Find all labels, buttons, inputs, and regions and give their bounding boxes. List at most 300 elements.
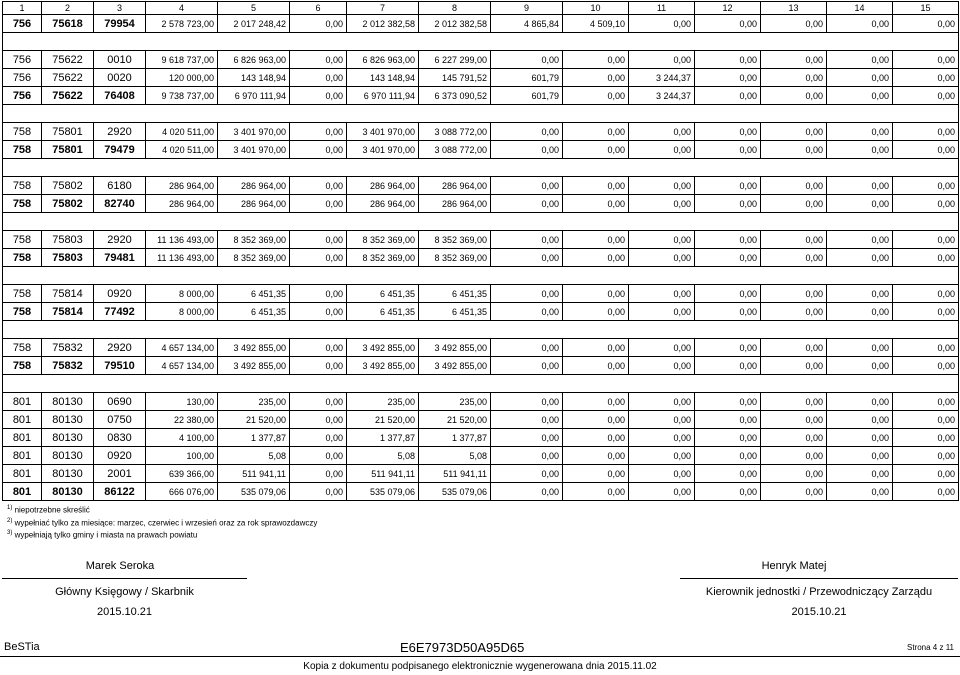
table-cell: 0,00 [563, 141, 629, 159]
right-signature-date: 2015.10.21 [791, 606, 847, 618]
table-cell: 0,00 [761, 69, 827, 87]
table-cell: 0,00 [761, 447, 827, 465]
table-cell: 0,00 [893, 249, 959, 267]
table-cell: 4 020 511,00 [146, 123, 218, 141]
footnote-mark: 3) [7, 530, 13, 537]
footnote-text: niepotrzebne skreślić [14, 505, 90, 515]
table-cell: 511 941,11 [347, 465, 419, 483]
table-cell: 0,00 [629, 483, 695, 501]
table-cell: 758 [3, 285, 42, 303]
table-cell: 75622 [42, 51, 94, 69]
table-cell: 0,00 [629, 339, 695, 357]
table-cell: 0,00 [290, 285, 347, 303]
document-code: E6E7973D50A95D65 [400, 640, 525, 655]
table-cell: 0,00 [629, 123, 695, 141]
table-cell: 0,00 [827, 51, 893, 69]
table-cell: 0,00 [491, 411, 563, 429]
spacer-cell [3, 33, 959, 51]
table-cell: 0,00 [491, 339, 563, 357]
table-cell: 0,00 [491, 429, 563, 447]
table-cell: 0,00 [761, 339, 827, 357]
table-cell: 0,00 [563, 285, 629, 303]
table-cell: 0,00 [629, 465, 695, 483]
table-row-total [3, 303, 959, 321]
left-signer-role: Główny Księgowy / Skarbnik [55, 586, 194, 598]
right-signer-role: Kierownik jednostki / Przewodniczący Zarządu [705, 586, 933, 598]
table-cell: 0,00 [563, 393, 629, 411]
table-cell: 6 451,35 [419, 285, 491, 303]
table-cell: 0,00 [629, 231, 695, 249]
right-signer-name: Henryk Matej [761, 560, 827, 572]
table-cell: 9 738 737,00 [146, 87, 218, 105]
table-cell: 6 451,35 [419, 303, 491, 321]
table-cell: 0,00 [761, 123, 827, 141]
table-cell: 0,00 [563, 483, 629, 501]
table-cell: 0,00 [290, 465, 347, 483]
table-cell: 0,00 [827, 141, 893, 159]
table-row [3, 393, 959, 411]
table-cell: 286 964,00 [218, 177, 290, 195]
table-cell: 0,00 [761, 249, 827, 267]
table-cell: 0,00 [827, 15, 893, 33]
table-cell: 0,00 [563, 429, 629, 447]
table-cell: 8 352 369,00 [218, 249, 290, 267]
table-cell: 0,00 [761, 15, 827, 33]
table-cell: 0,00 [563, 177, 629, 195]
table-row [3, 51, 959, 69]
table-cell: 0,00 [761, 195, 827, 213]
table-cell: 0,00 [761, 393, 827, 411]
column-number: 7 [347, 2, 419, 15]
table-cell: 0,00 [290, 123, 347, 141]
column-number: 5 [218, 2, 290, 15]
table-cell: 0,00 [290, 357, 347, 375]
table-cell: 0,00 [893, 393, 959, 411]
table-cell: 0,00 [629, 357, 695, 375]
table-cell: 0,00 [893, 69, 959, 87]
table-cell: 0,00 [629, 177, 695, 195]
table-cell: 0,00 [491, 231, 563, 249]
table-cell: 143 148,94 [218, 69, 290, 87]
table-cell: 3 492 855,00 [347, 357, 419, 375]
table-cell: 130,00 [146, 393, 218, 411]
table-cell: 0,00 [290, 249, 347, 267]
table-cell: 0,00 [893, 303, 959, 321]
table-cell: 0,00 [290, 51, 347, 69]
table-cell: 235,00 [218, 393, 290, 411]
table-cell: 0,00 [629, 447, 695, 465]
table-cell: 0,00 [491, 357, 563, 375]
column-number: 10 [563, 2, 629, 15]
table-cell: 286 964,00 [347, 195, 419, 213]
table-cell: 601,79 [491, 69, 563, 87]
table-cell: 6 227 299,00 [419, 51, 491, 69]
column-number-row [3, 2, 959, 15]
table-cell: 11 136 493,00 [146, 231, 218, 249]
table-cell: 0,00 [491, 465, 563, 483]
table-cell: 0,00 [563, 231, 629, 249]
table-cell: 75618 [42, 15, 94, 33]
table-cell: 0,00 [491, 51, 563, 69]
table-cell: 11 136 493,00 [146, 249, 218, 267]
table-row [3, 177, 959, 195]
table-cell: 4 020 511,00 [146, 141, 218, 159]
table-cell: 0,00 [629, 51, 695, 69]
footnote-text: wypełniają tylko gminy i miasta na prawach powiatu [14, 530, 198, 540]
table-cell: 0,00 [491, 303, 563, 321]
table-cell: 0,00 [491, 249, 563, 267]
table-cell: 0,00 [695, 15, 761, 33]
table-row [3, 123, 959, 141]
table-cell: 0690 [94, 393, 146, 411]
table-cell: 3 401 970,00 [347, 141, 419, 159]
table-cell: 1 377,87 [218, 429, 290, 447]
group-spacer-row [3, 159, 959, 177]
table-cell: 0,00 [695, 285, 761, 303]
table-cell: 0,00 [290, 303, 347, 321]
table-cell: 511 941,11 [419, 465, 491, 483]
table-cell: 0,00 [827, 285, 893, 303]
table-cell: 0,00 [629, 141, 695, 159]
table-cell: 601,79 [491, 87, 563, 105]
table-cell: 0830 [94, 429, 146, 447]
table-cell: 0,00 [893, 123, 959, 141]
table-row [3, 447, 959, 465]
table-cell: 3 401 970,00 [218, 141, 290, 159]
group-spacer-row [3, 321, 959, 339]
table-cell: 0,00 [893, 15, 959, 33]
table-cell: 0,00 [827, 483, 893, 501]
table-cell: 80130 [42, 483, 94, 501]
table-cell: 0,00 [629, 285, 695, 303]
left-signature-date: 2015.10.21 [96, 606, 153, 618]
table-cell: 0,00 [491, 195, 563, 213]
table-cell: 0,00 [563, 249, 629, 267]
table-cell: 801 [3, 393, 42, 411]
table-cell: 75802 [42, 195, 94, 213]
table-cell: 0,00 [827, 429, 893, 447]
table-cell: 756 [3, 69, 42, 87]
table-cell: 0,00 [563, 123, 629, 141]
table-cell: 80130 [42, 447, 94, 465]
table-cell: 6 826 963,00 [218, 51, 290, 69]
table-row-total [3, 141, 959, 159]
table-cell: 0,00 [893, 447, 959, 465]
table-cell: 9 618 737,00 [146, 51, 218, 69]
table-cell: 0,00 [893, 465, 959, 483]
table-cell: 235,00 [419, 393, 491, 411]
table-cell: 0,00 [827, 123, 893, 141]
table-cell: 75803 [42, 231, 94, 249]
table-cell: 21 520,00 [419, 411, 491, 429]
table-cell: 4 657 134,00 [146, 339, 218, 357]
table-cell: 0,00 [290, 231, 347, 249]
table-cell: 758 [3, 177, 42, 195]
column-number: 13 [761, 2, 827, 15]
table-cell: 0,00 [827, 465, 893, 483]
table-cell: 3 492 855,00 [419, 357, 491, 375]
table-cell: 0,00 [761, 303, 827, 321]
table-cell: 0,00 [827, 357, 893, 375]
column-number: 11 [629, 2, 695, 15]
left-signer-name: Marek Seroka [85, 560, 155, 572]
group-spacer-row [3, 267, 959, 285]
column-number: 9 [491, 2, 563, 15]
table-cell: 0,00 [290, 141, 347, 159]
table-cell: 0,00 [827, 249, 893, 267]
table-cell: 286 964,00 [419, 177, 491, 195]
table-cell: 2 017 248,42 [218, 15, 290, 33]
table-cell: 6 451,35 [347, 285, 419, 303]
table-cell: 6 451,35 [347, 303, 419, 321]
table-cell: 2 012 382,58 [419, 15, 491, 33]
table-cell: 6 451,35 [218, 303, 290, 321]
table-cell: 75803 [42, 249, 94, 267]
table-cell: 0,00 [893, 429, 959, 447]
table-cell: 0,00 [629, 195, 695, 213]
table-cell: 0,00 [827, 69, 893, 87]
table-cell: 758 [3, 339, 42, 357]
table-cell: 0,00 [629, 249, 695, 267]
table-cell: 5,08 [347, 447, 419, 465]
table-cell: 0,00 [761, 285, 827, 303]
table-cell: 80130 [42, 429, 94, 447]
table-cell: 75802 [42, 177, 94, 195]
table-cell: 286 964,00 [146, 177, 218, 195]
table-cell: 758 [3, 303, 42, 321]
table-row-total [3, 357, 959, 375]
table-cell: 0,00 [893, 339, 959, 357]
table-cell: 666 076,00 [146, 483, 218, 501]
table-cell: 6 970 111,94 [218, 87, 290, 105]
table-body [3, 2, 959, 501]
table-cell: 2920 [94, 231, 146, 249]
column-number: 3 [94, 2, 146, 15]
column-number: 8 [419, 2, 491, 15]
table-cell: 0,00 [695, 249, 761, 267]
group-spacer-row [3, 375, 959, 393]
table-cell: 0,00 [290, 69, 347, 87]
table-cell: 235,00 [347, 393, 419, 411]
table-cell: 0,00 [827, 411, 893, 429]
table-cell: 8 352 369,00 [347, 231, 419, 249]
table-cell: 76408 [94, 87, 146, 105]
table-cell: 0,00 [761, 357, 827, 375]
table-cell: 75814 [42, 303, 94, 321]
table-cell: 0,00 [695, 69, 761, 87]
electronic-copy-note: Kopia z dokumentu podpisanego elektronicznie wygenerowana dnia 2015.11.02 [303, 661, 657, 672]
spacer-cell [3, 105, 959, 123]
table-cell: 0,00 [893, 483, 959, 501]
table-cell: 0,00 [491, 141, 563, 159]
table-cell: 756 [3, 51, 42, 69]
spacer-cell [3, 267, 959, 285]
table-cell: 0,00 [893, 231, 959, 249]
table-row [3, 411, 959, 429]
table-cell: 0,00 [761, 231, 827, 249]
table-cell: 0,00 [827, 87, 893, 105]
table-row-total [3, 15, 959, 33]
table-cell: 0,00 [563, 303, 629, 321]
table-cell: 3 492 855,00 [218, 357, 290, 375]
table-cell: 0,00 [695, 303, 761, 321]
table-cell: 0,00 [827, 393, 893, 411]
table-cell: 0,00 [563, 465, 629, 483]
table-row [3, 465, 959, 483]
table-cell: 2001 [94, 465, 146, 483]
budget-table [2, 1, 959, 501]
table-cell: 86122 [94, 483, 146, 501]
table-row-total [3, 87, 959, 105]
table-cell: 0,00 [695, 339, 761, 357]
table-cell: 77492 [94, 303, 146, 321]
table-cell: 100,00 [146, 447, 218, 465]
table-cell: 75622 [42, 69, 94, 87]
table-cell: 143 148,94 [347, 69, 419, 87]
table-cell: 801 [3, 429, 42, 447]
table-cell: 0,00 [290, 393, 347, 411]
table-cell: 79479 [94, 141, 146, 159]
table-cell: 8 352 369,00 [347, 249, 419, 267]
table-cell: 756 [3, 15, 42, 33]
table-cell: 0,00 [491, 123, 563, 141]
table-cell: 2920 [94, 339, 146, 357]
table-cell: 0,00 [827, 177, 893, 195]
table-cell: 75801 [42, 123, 94, 141]
table-cell: 0,00 [761, 87, 827, 105]
table-cell: 0,00 [290, 447, 347, 465]
table-cell: 0,00 [563, 447, 629, 465]
column-number: 4 [146, 2, 218, 15]
table-cell: 75832 [42, 357, 94, 375]
table-cell: 758 [3, 195, 42, 213]
table-row [3, 285, 959, 303]
right-signature-line [680, 578, 958, 579]
table-cell: 75832 [42, 339, 94, 357]
table-cell: 286 964,00 [146, 195, 218, 213]
table-cell: 80130 [42, 411, 94, 429]
spacer-cell [3, 213, 959, 231]
table-cell: 0,00 [491, 285, 563, 303]
table-cell: 0,00 [893, 87, 959, 105]
table-cell: 758 [3, 231, 42, 249]
table-cell: 758 [3, 249, 42, 267]
table-cell: 6 826 963,00 [347, 51, 419, 69]
table-cell: 79954 [94, 15, 146, 33]
left-signature-line [2, 578, 247, 579]
table-cell: 0,00 [695, 465, 761, 483]
table-cell: 0,00 [563, 51, 629, 69]
table-cell: 0,00 [695, 483, 761, 501]
column-number: 14 [827, 2, 893, 15]
table-cell: 0,00 [290, 483, 347, 501]
table-cell: 286 964,00 [218, 195, 290, 213]
software-name: BeSTia [4, 641, 40, 653]
table-cell: 6 970 111,94 [347, 87, 419, 105]
table-row [3, 429, 959, 447]
table-cell: 0020 [94, 69, 146, 87]
table-row [3, 69, 959, 87]
table-cell: 758 [3, 123, 42, 141]
table-cell: 3 492 855,00 [419, 339, 491, 357]
footnotes [7, 503, 317, 541]
group-spacer-row [3, 213, 959, 231]
table-row [3, 339, 959, 357]
table-cell: 535 079,06 [347, 483, 419, 501]
footnote [7, 516, 317, 529]
table-cell: 0,00 [893, 411, 959, 429]
table-cell: 0,00 [695, 393, 761, 411]
table-cell: 75801 [42, 141, 94, 159]
table-cell: 80130 [42, 393, 94, 411]
table-cell: 4 657 134,00 [146, 357, 218, 375]
table-cell: 0,00 [761, 465, 827, 483]
table-cell: 801 [3, 483, 42, 501]
table-cell: 0,00 [695, 195, 761, 213]
table-cell: 0,00 [695, 141, 761, 159]
table-cell: 801 [3, 411, 42, 429]
table-cell: 8 000,00 [146, 303, 218, 321]
table-cell: 4 865,84 [491, 15, 563, 33]
table-cell: 0,00 [563, 357, 629, 375]
table-cell: 8 352 369,00 [419, 249, 491, 267]
table-cell: 0,00 [491, 483, 563, 501]
table-cell: 21 520,00 [347, 411, 419, 429]
table-cell: 3 244,37 [629, 87, 695, 105]
table-cell: 801 [3, 447, 42, 465]
table-cell: 6 451,35 [218, 285, 290, 303]
table-cell: 3 401 970,00 [347, 123, 419, 141]
table-row-total [3, 249, 959, 267]
table-cell: 0,00 [827, 339, 893, 357]
table-cell: 756 [3, 87, 42, 105]
table-cell: 0,00 [761, 51, 827, 69]
table-cell: 286 964,00 [419, 195, 491, 213]
table-cell: 0,00 [290, 87, 347, 105]
table-cell: 0,00 [695, 429, 761, 447]
table-cell: 0,00 [893, 51, 959, 69]
table-cell: 0,00 [290, 15, 347, 33]
table-cell: 2 578 723,00 [146, 15, 218, 33]
table-cell: 79510 [94, 357, 146, 375]
table-cell: 0,00 [893, 177, 959, 195]
table-cell: 0,00 [629, 15, 695, 33]
table-cell: 79481 [94, 249, 146, 267]
table-cell: 120 000,00 [146, 69, 218, 87]
column-number: 12 [695, 2, 761, 15]
table-cell: 511 941,11 [218, 465, 290, 483]
column-number: 15 [893, 2, 959, 15]
table-cell: 8 352 369,00 [419, 231, 491, 249]
table-cell: 0,00 [695, 123, 761, 141]
table-cell: 0,00 [893, 285, 959, 303]
table-cell: 0,00 [695, 231, 761, 249]
table-cell: 0,00 [290, 411, 347, 429]
table-cell: 6180 [94, 177, 146, 195]
table-cell: 535 079,06 [419, 483, 491, 501]
table-cell: 286 964,00 [347, 177, 419, 195]
table-cell: 639 366,00 [146, 465, 218, 483]
table-cell: 8 000,00 [146, 285, 218, 303]
page-number: Strona 4 z 11 [907, 643, 954, 652]
table-cell: 8 352 369,00 [218, 231, 290, 249]
table-cell: 0,00 [695, 411, 761, 429]
group-spacer-row [3, 105, 959, 123]
table-cell: 4 100,00 [146, 429, 218, 447]
table-cell: 0,00 [761, 411, 827, 429]
table-cell: 0,00 [761, 177, 827, 195]
table-cell: 0,00 [695, 357, 761, 375]
